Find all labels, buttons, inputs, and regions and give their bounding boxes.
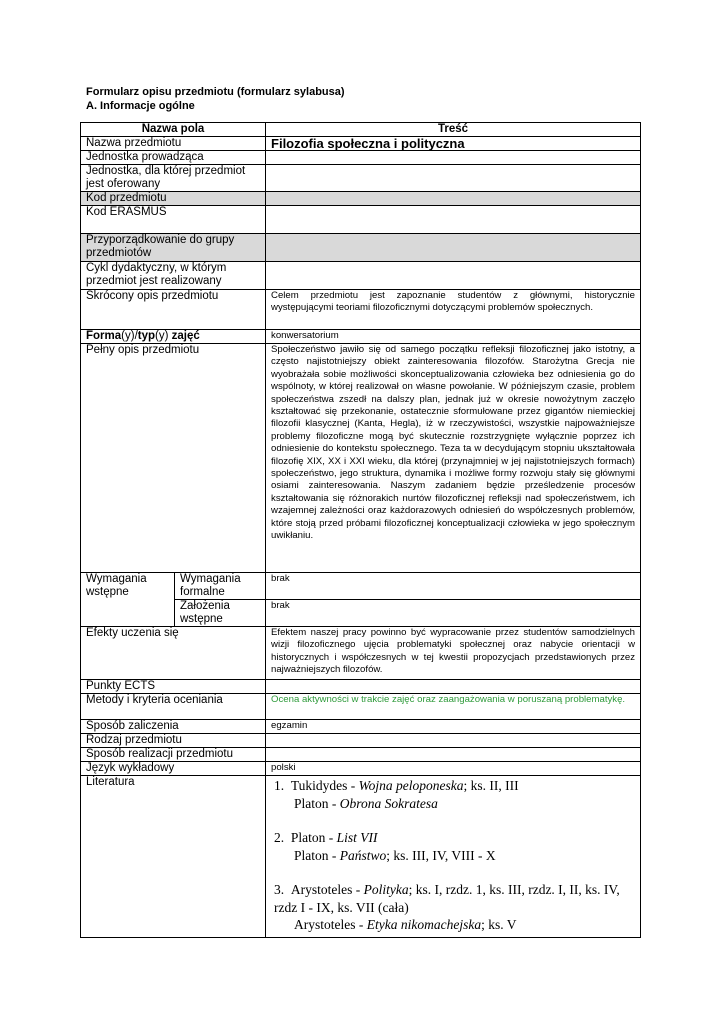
row-value	[266, 206, 641, 234]
row-label: Kod ERASMUS	[81, 206, 266, 234]
row-value	[266, 680, 641, 694]
table-row	[81, 151, 641, 165]
table-row	[81, 234, 641, 262]
table-row	[81, 344, 641, 573]
row-label: Sposób zaliczenia	[81, 720, 266, 734]
row-value	[266, 151, 641, 165]
row-label: Rodzaj przedmiotu	[81, 734, 266, 748]
table-row	[81, 734, 641, 748]
row-label: Jednostka, dla której przedmiot jest oferowany	[81, 165, 266, 192]
row-label: Wymagania wstępne	[81, 573, 175, 627]
row-label: Język wykładowy	[81, 762, 266, 776]
table-row	[81, 330, 641, 344]
short-description-value: Celem przedmiotu jest zapoznanie studentów z głównymi, historycznie występującymi teoriami filozoficznymi dotyczącymi problemów społecznych.	[266, 290, 641, 330]
row-label: Sposób realizacji przedmiotu	[81, 748, 266, 762]
row-label: Nazwa przedmiotu	[81, 137, 266, 151]
assessment-methods-value: Ocena aktywności w trakcie zajęć oraz zaangażowania w poruszaną problematykę.	[266, 694, 641, 720]
table-row	[81, 762, 641, 776]
row-label: Metody i kryteria oceniania	[81, 694, 266, 720]
row-sublabel: Wymagania formalne	[175, 573, 266, 600]
table-row	[81, 137, 641, 151]
table-row	[81, 262, 641, 290]
row-label: Literatura	[81, 776, 266, 938]
col-header-name: Nazwa pola	[81, 123, 266, 137]
formal-requirements-value: brak	[266, 573, 641, 600]
assessment-type-value: egzamin	[266, 720, 641, 734]
row-value	[266, 192, 641, 206]
list-item: Platon - Państwo; ks. III, IV, VIII - X	[294, 847, 496, 863]
learning-outcomes-value: Efektem naszej pracy powinno być wypracowanie przez studentów samodzielnych wizji filozoficznego ujęcia problematyki społecznej oraz nabycie orientacji w historycznych i współczesnych w tej kwestii propozycjach przedstawionych przez najważniejszych filozofów.	[266, 627, 641, 680]
row-value	[266, 734, 641, 748]
row-sublabel: Założenia wstępne	[175, 600, 266, 627]
row-label: Punkty ECTS	[81, 680, 266, 694]
table-row	[81, 748, 641, 762]
table-row	[81, 290, 641, 330]
row-label: Przyporządkowanie do grupy przedmiotów	[81, 234, 266, 262]
assumptions-value: brak	[266, 600, 641, 627]
syllabus-table	[80, 122, 641, 938]
list-item: 3. Arystoteles - Polityka; ks. I, rzdz. 1, ks. III, rzdz. I, II, ks. IV, rzdz I - IX, ks. VII (cała)	[274, 882, 620, 915]
section-title: A. Informacje ogólne	[86, 100, 195, 112]
list-item: Arystoteles - Etyka nikomachejska; ks. V	[294, 917, 517, 932]
literature-list	[266, 776, 641, 938]
table-header-row	[81, 123, 641, 137]
row-value	[266, 234, 641, 262]
row-label: Efekty uczenia się	[81, 627, 266, 680]
table-row	[81, 694, 641, 720]
row-value	[266, 262, 641, 290]
table-row	[81, 627, 641, 680]
course-name-value: Filozofia społeczna i polityczna	[266, 137, 641, 151]
full-description-value: Społeczeństwo jawiło się od samego początku refleksji filozoficznej jako istotny, a często najistotniejszy obiekt zainteresowania filozofów. Starożytna Grecja nie wyobrażała sobie możliwości skonceptualizowania człowieka bez odniesienia go do wspólnoty, w której realizował on własne powołanie. W późniejszym czasie, problem społeczeństwa zszedł na dalszy plan, jednak już w okresie nowożytnym zaczęło kształtować się przekonanie, ostatecznie sformułowane przez gigantów niemieckiej filozofii klasycznej (Kanta, Hegla), iż w rzeczywistości, wszystkie najpoważniejsze problemy filozoficzne mogą być skutecznie rozstrzygnięte wyłącznie poprzez ich odniesienie do kontekstu społecznego. Teza ta w decydującym stopniu ukształtowała filozofię XIX, XX i XXI wieku, dla której (przynajmniej w jej najistotniejszych formach) społeczeństwo, jego struktura, dynamika i możliwe formy rozwoju stały się głównymi osiami zainteresowania. Naszym zadaniem będzie prześledzenie procesów kształtowania się różnorakich nurtów filozoficznej refleksji nad społeczeństwem, ich wzajemnej zależności oraz każdorazowych odniesień do współczesnych problemów, które stoją przed próbami filozoficznej konceptualizacji człowieka w jego społecznym uwikłaniu.	[266, 344, 641, 573]
row-label: Kod przedmiotu	[81, 192, 266, 206]
form-title: Formularz opisu przedmiotu (formularz sylabusa)	[86, 86, 345, 98]
document-header	[86, 85, 345, 113]
row-label: Pełny opis przedmiotu	[81, 344, 266, 573]
list-item: Platon - Obrona Sokratesa	[294, 795, 438, 811]
table-row	[81, 680, 641, 694]
table-row	[81, 192, 641, 206]
table-row	[81, 206, 641, 234]
row-label: Cykl dydaktyczny, w którym przedmiot jest realizowany	[81, 262, 266, 290]
table-row	[81, 165, 641, 192]
list-item: 1. Tukidydes - Wojna peloponeska; ks. II, III	[274, 778, 519, 793]
row-label: Skrócony opis przedmiotu	[81, 290, 266, 330]
language-value: polski	[266, 762, 641, 776]
table-row	[81, 720, 641, 734]
row-label-form: Forma(y)/typ(y) zajęć	[81, 330, 266, 344]
table-row	[81, 776, 641, 938]
row-value	[266, 748, 641, 762]
row-label: Jednostka prowadząca	[81, 151, 266, 165]
list-item: 2. Platon - List VII	[274, 830, 378, 845]
row-value	[266, 165, 641, 192]
col-header-content: Treść	[266, 123, 641, 137]
form-value: konwersatorium	[266, 330, 641, 344]
table-row	[81, 573, 641, 600]
